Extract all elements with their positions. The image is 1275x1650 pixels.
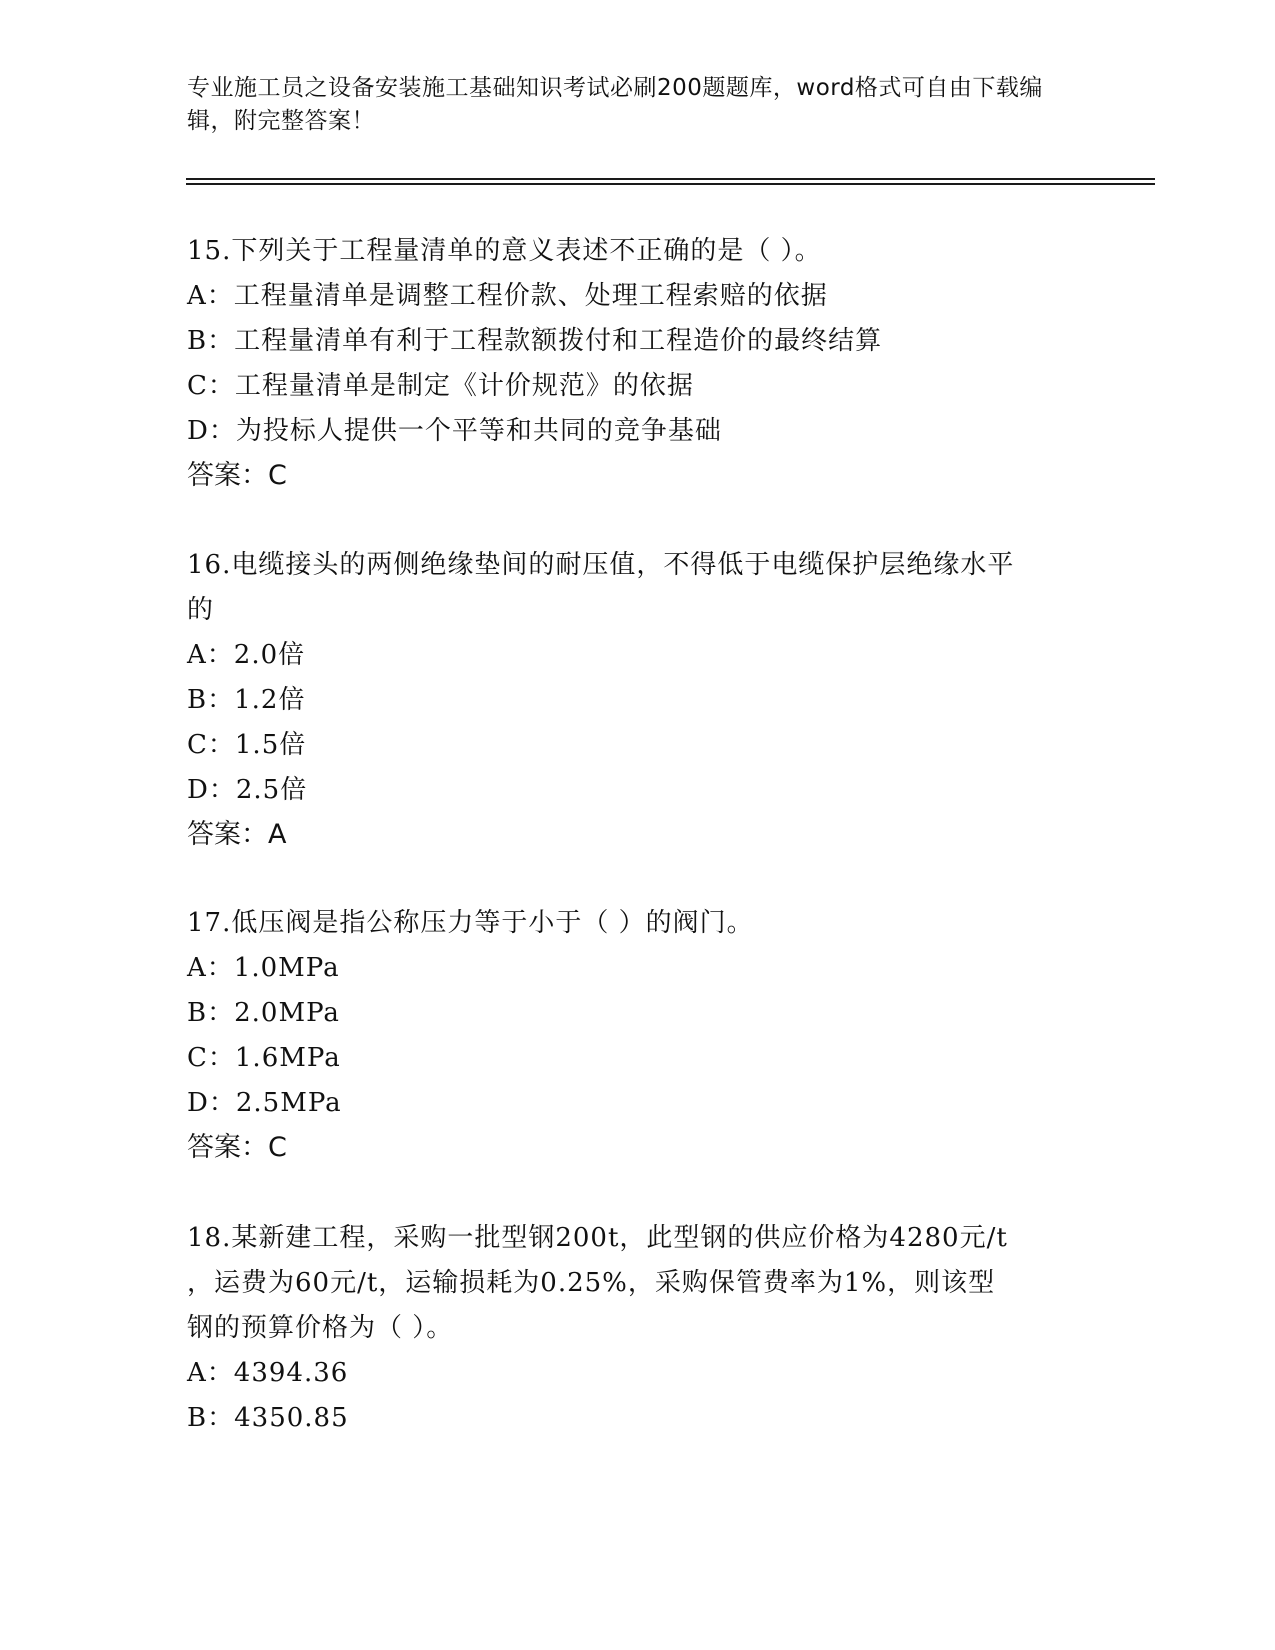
option-b: B：2.0MPa bbox=[187, 998, 340, 1028]
option-b: B：4350.85 bbox=[187, 1403, 349, 1433]
option-b: B：工程量清单有利于工程款额拨付和工程造价的最终结算 bbox=[187, 326, 883, 356]
option-d: D：2.5MPa bbox=[187, 1088, 342, 1118]
document-header: 专业施工员之设备安装施工基础知识考试必刷200题题库，word格式可自由下载编辑，附完整答案！ bbox=[187, 75, 1043, 134]
question-stem: 15.下列关于工程量清单的意义表述不正确的是（ ）。 bbox=[187, 236, 822, 266]
answer: 答案：A bbox=[187, 819, 287, 850]
question-stem-continued: 钢的预算价格为（ ）。 bbox=[187, 1313, 454, 1343]
answer: 答案：C bbox=[187, 460, 287, 491]
header-divider-bottom bbox=[186, 183, 1155, 185]
option-c: C：工程量清单是制定《计价规范》的依据 bbox=[187, 371, 694, 401]
question-stem: 18.某新建工程，采购一批型钢200t，此型钢的供应价格为4280元/t bbox=[187, 1223, 1008, 1253]
answer: 答案：C bbox=[187, 1132, 287, 1163]
option-c: C：1.6MPa bbox=[187, 1043, 341, 1073]
option-d: D：为投标人提供一个平等和共同的竞争基础 bbox=[187, 416, 722, 446]
option-b: B：1.2倍 bbox=[187, 685, 306, 715]
header-divider-top bbox=[186, 178, 1155, 180]
question-stem: 16.电缆接头的两侧绝缘垫间的耐压值，不得低于电缆保护层绝缘水平 bbox=[187, 550, 1015, 580]
question-stem-continued: 的 bbox=[187, 595, 215, 625]
option-a: A：工程量清单是调整工程价款、处理工程索赔的依据 bbox=[187, 281, 828, 311]
question-stem: 17.低压阀是指公称压力等于小于（ ）的阀门。 bbox=[187, 908, 754, 938]
option-c: C：1.5倍 bbox=[187, 730, 307, 760]
option-a: A：2.0倍 bbox=[187, 640, 306, 670]
option-a: A：1.0MPa bbox=[187, 953, 340, 983]
option-d: D：2.5倍 bbox=[187, 775, 308, 805]
question-stem-continued: ，运费为60元/t，运输损耗为0.25%，采购保管费率为1%，则该型 bbox=[187, 1268, 996, 1298]
option-a: A：4394.36 bbox=[187, 1358, 349, 1388]
